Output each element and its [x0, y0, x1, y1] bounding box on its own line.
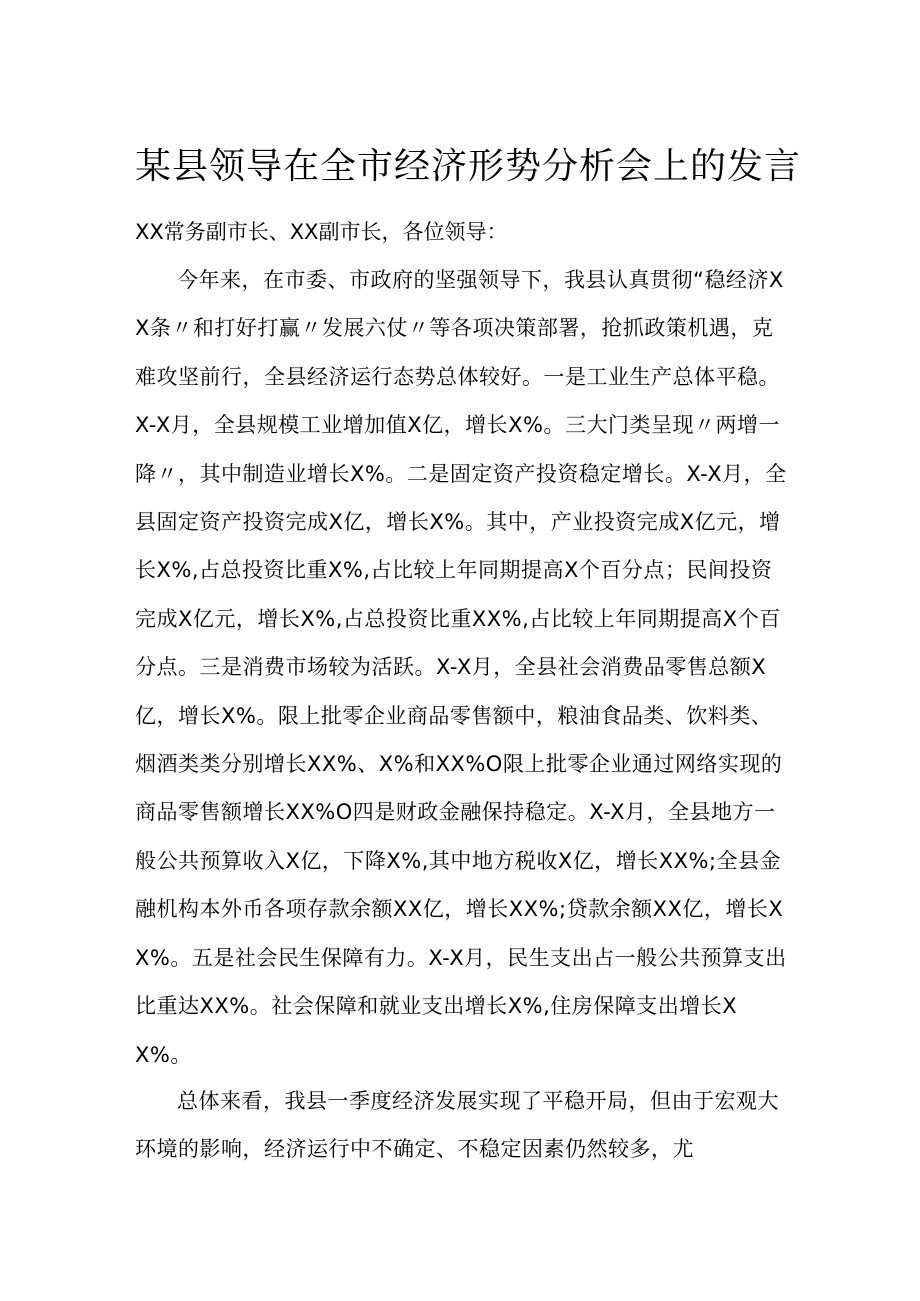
- body-paragraph-2: 总体来看，我县一季度经济发展实现了平稳开局，但由于宏观大环境的影响，经济运行中不确定、不稳定因素仍然较多，尤: [135, 1089, 779, 1162]
- document-title: 某县领导在全市经济形势分析会上的发言: [135, 146, 802, 187]
- body-paragraph-1: 今年来，在市委、市政府的坚强领导下，我县认真贯彻“稳经济XX条〃和打好打赢〃发展六仗〃等各项决策部署，抢抓政策机遇，克难攻坚前行，全县经济运行态势总体较好。一是工业生产总体平稳。X-X月，全县规模工业增加值X亿，增长X%。三大门类呈现〃两增一降〃，其中制造业增长X%。二是固定资产投资稳定增长。X-X月，全县固定资产投资完成X亿，增长X%。其中，产业投资完成X亿元，增长X%,占总投资比重X%,占比较上年同期提高X个百分点；民间投资完成X亿元，增长X%,占总投资比重XX%,占比较上年同期提高X个百分点。三是消费市场较为活跃。X-X月，全县社会消费品零售总额X亿，增长X%。限上批零企业商品零售额中，粮油食品类、饮料类、烟酒类类分别增长XX%、X%和XX%O限上批零企业通过网络实现的商品零售额增长XX%O四是财政金融保持稳定。X-X月，全县地方一般公共预算收入X亿，下降X%,其中地方税收X亿，增长XX%;全县金融机构本外币各项存款余额XX亿，增长XX%;贷款余额XX亿，增长XX%。五是社会民生保障有力。X-X月，民生支出占一般公共预算支出比重达XX%。社会保障和就业支出增长X%,住房保障支出增长XX%。: [135, 268, 787, 1067]
- salutation: XX常务副市长、XX副市长，各位领导：: [135, 220, 508, 244]
